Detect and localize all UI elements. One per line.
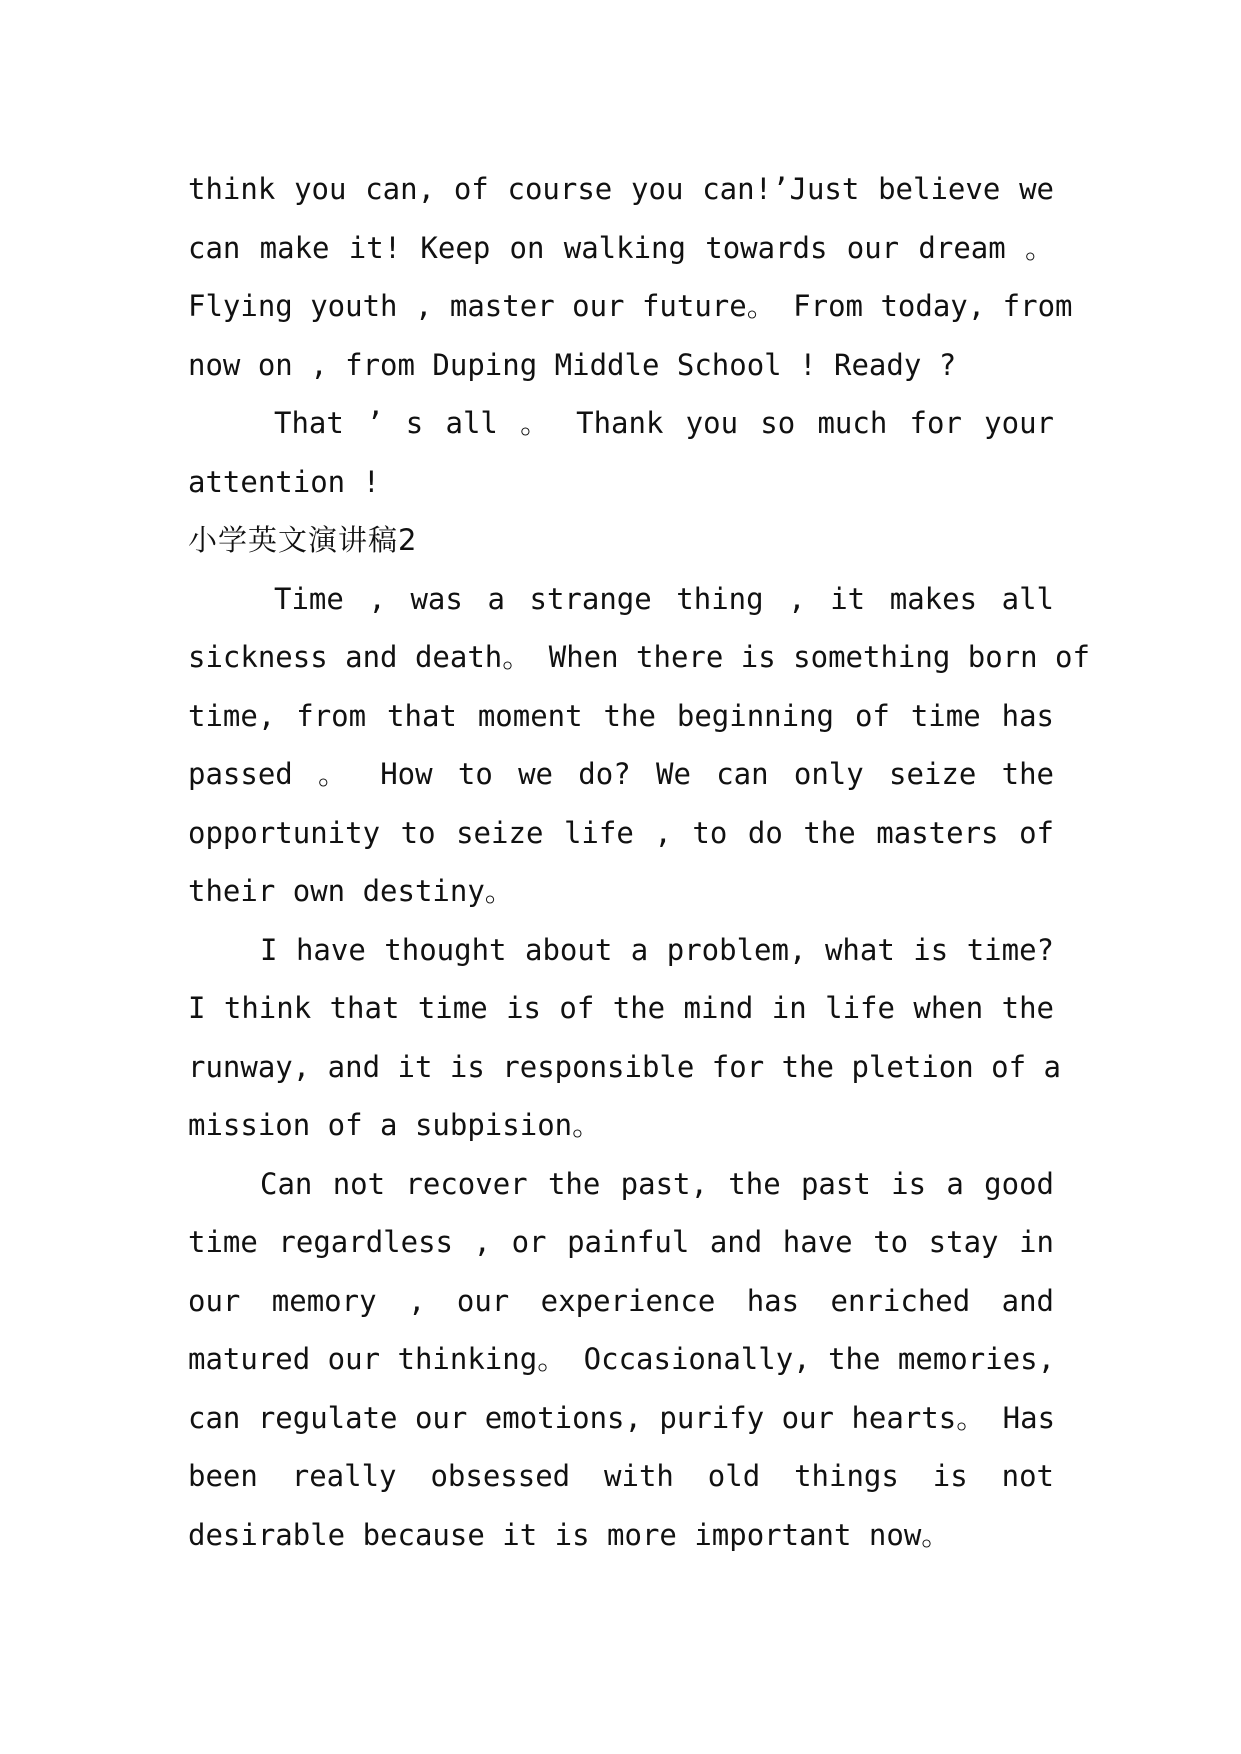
text-line: sickness and death。 When there is something born of [188, 640, 1090, 674]
text-line: time, from that moment the beginning of time has [188, 698, 1054, 733]
text-line: think you can, of course you can!’Just believe we [188, 172, 1054, 206]
text-line: matured our thinking。 Occasionally, the memories, [188, 1342, 1056, 1376]
text-line: their own destiny。 [188, 874, 514, 908]
document-body [188, 160, 1090, 1564]
text-line: attention ! [188, 464, 381, 499]
text-line: I think that time is of the mind in life when the [188, 991, 1054, 1025]
text-line: now on , from Duping Middle School ! Ready ? [188, 347, 957, 382]
section-heading: 小学英文演讲稿2 [188, 523, 418, 557]
text-line: desirable because it is more important now。 [188, 1517, 951, 1552]
text-line: can make it! Keep on walking towards our dream 。 [188, 230, 1054, 265]
text-line: time regardless , or painful and have to stay in [188, 1225, 1054, 1259]
text-line: Flying youth , master our future。 From today, from [188, 289, 1073, 323]
text-line: Can not recover the past, the past is a good [260, 1166, 1054, 1201]
text-line: passed 。 How to we do? We can only seize the [188, 757, 1054, 791]
text-line: Time , was a strange thing , it makes all [274, 581, 1054, 616]
text-line: mission of a subpision。 [188, 1108, 602, 1142]
text-line: I have thought about a problem, what is time? [260, 932, 1054, 967]
text-line: runway, and it is responsible for the pletion of a [188, 1049, 1061, 1084]
text-line: opportunity to seize life , to do the masters of [188, 815, 1054, 850]
text-line: our memory , our experience has enriched and [188, 1283, 1054, 1318]
text-line: can regulate our emotions, purify our hearts。 Has [188, 1400, 1056, 1435]
text-line: That ’ s all 。 Thank you so much for your [274, 406, 1054, 440]
text-line: been really obsessed with old things is not [188, 1459, 1054, 1493]
